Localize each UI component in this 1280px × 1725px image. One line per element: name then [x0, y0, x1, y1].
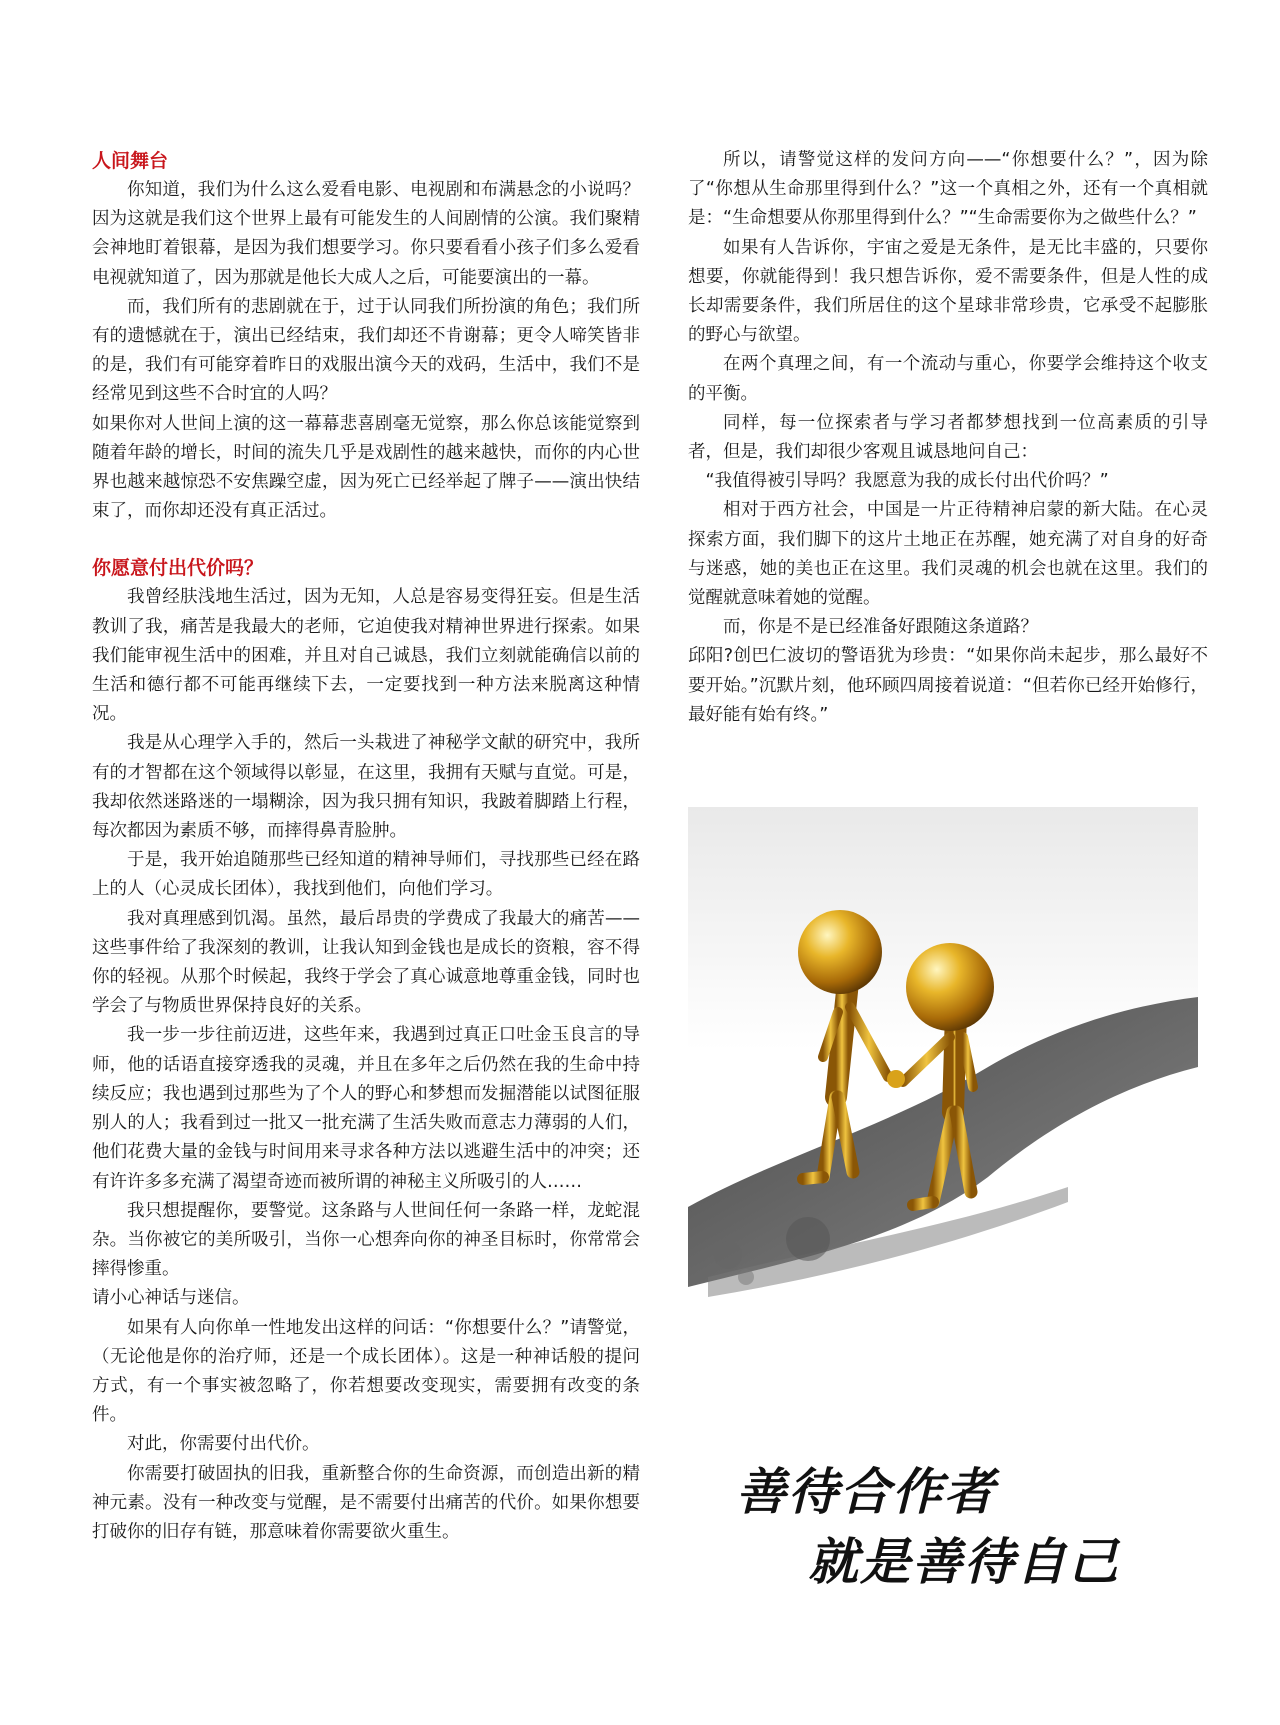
paragraph: 我曾经肤浅地生活过，因为无知，人总是容易变得狂妄。但是生活教训了我，痛苦是我最大的老师，它迫使我对精神世界进行探索。如果我们能审视生活中的困难，并且对自己诚恳，我们立刻就能确信以前的生活和德行都不可能再继续下去，一定要找到一种方法来脱离这种情况。	[92, 587, 640, 725]
ink-dot	[714, 1241, 742, 1269]
handshake-illustration	[688, 807, 1198, 1617]
paragraph: 我只想提醒你，要警觉。这条路与人世间任何一条路一样，龙蛇混杂。当你被它的美所吸引，当你一心想奔向你的神圣目标时，你常常会摔得惨重。	[92, 1200, 640, 1280]
right-column	[688, 146, 1208, 730]
ink-dot	[786, 1217, 830, 1261]
paragraph: 你知道，我们为什么这么爱看电影、电视剧和布满悬念的小说吗？因为这就是我们这个世界上最有可能发生的人间剧情的公演。我们聚精会神地盯着银幕，是因为我们想要学习。你只要看看小孩子们多么爱看电视就知道了，因为那就是他长大成人之后，可能要演出的一幕。	[92, 180, 640, 288]
paragraph: 所以，请警觉这样的发问方向——“你想要什么？”，因为除了“你想从生命那里得到什么？”这一个真相之外，还有一个真相就是：“生命想要从你那里得到什么？”“生命需要你为之做些什么？”	[688, 150, 1208, 229]
ink-dot	[738, 1269, 754, 1285]
paragraph: 而，我们所有的悲剧就在于，过于认同我们所扮演的角色；我们所有的遗憾就在于，演出已经结束，我们却还不肯谢幕；更令人啼笑皆非的是，我们有可能穿着昨日的戏服出演今天的戏码，生活中，我们不是经常见到这些不合时宜的人吗？	[92, 296, 640, 405]
paragraph: 而，你是不是已经准备好跟随这条道路？	[723, 617, 1038, 638]
paragraph: 请小心神话与迷信。	[92, 1288, 250, 1309]
handshake	[887, 1070, 905, 1088]
paragraph: 如果你对人世间上演的这一幕幕悲喜剧毫无觉察，那么你总该能觉察到随着年龄的增长，时间的流失几乎是戏剧性的越来越快，而你的内心世界也越来越惊恐不安焦躁空虚，因为死亡已经举起了牌子——演出快结束了，而你却还没有真正活过。	[92, 413, 640, 522]
slogan-line-2: 就是善待自己	[808, 1532, 1120, 1591]
left-column	[92, 146, 640, 1547]
quote-paragraph: “我值得被引导吗？我愿意为我的成长付出代价吗？”	[705, 471, 1109, 492]
paragraph: 如果有人告诉你，宇宙之爱是无条件，是无比丰盛的，只要你想要，你就能得到！我只想告诉你，爱不需要条件，但是人性的成长却需要条件，我们所居住的这个星球非常珍贵，它承受不起膨胀的野心与欲望。	[688, 237, 1208, 346]
section-title-price: 你愿意付出代价吗？	[92, 557, 264, 580]
section-title-stage: 人间舞台	[92, 150, 169, 172]
paragraph: 相对于西方社会，中国是一片正待精神启蒙的新大陆。在心灵探索方面，我们脚下的这片土地正在苏醒，她充满了对自身的好奇与迷惑，她的美也正在这里。我们灵魂的机会也就在这里。我们的觉醒就意味着她的觉醒。	[688, 500, 1208, 609]
paragraph: 我一步一步往前迈进，这些年来，我遇到过真正口吐金玉良言的导师，他的话语直接穿透我的灵魂，并且在多年之后仍然在我的生命中持续反应；我也遇到过那些为了个人的野心和梦想而发掘潜能以试图征服别人的人；我看到过一批又一批充满了生活失败而意志力薄弱的人们，他们花费大量的金钱与时间用来寻求各种方法以逃避生活中的冲突；还有许许多多充满了渴望奇迹而被所谓的神秘主义所吸引的人……	[92, 1025, 640, 1192]
paragraph: 如果有人向你单一性地发出这样的问话：“你想要什么？”请警觉，（无论他是你的治疗师，还是一个成长团体）。这是一种神话般的提问方式，有一个事实被忽略了，你若想要改变现实，需要拥有改变的条件。	[92, 1317, 640, 1426]
slogan-line-1: 善待合作者	[736, 1462, 996, 1521]
paragraph: 在两个真理之间，有一个流动与重心，你要学会维持这个收支的平衡。	[688, 354, 1208, 404]
paragraph: 我是从心理学入手的，然后一头栽进了神秘学文献的研究中，我所有的才智都在这个领域得以彰显，在这里，我拥有天赋与直觉。可是，我却依然迷路迷的一塌糊涂，因为我只拥有知识，我跛着脚踏上行程，每次都因为素质不够，而摔得鼻青脸肿。	[92, 733, 640, 842]
paragraph: 于是，我开始追随那些已经知道的精神导师们，寻找那些已经在路上的人（心灵成长团体），我找到他们，向他们学习。	[92, 850, 640, 900]
paragraph: 对此，你需要付出代价。	[127, 1434, 320, 1455]
paragraph: 同样，每一位探索者与学习者都梦想找到一位高素质的引导者，但是，我们却很少客观且诚恳地问自己：	[688, 412, 1208, 463]
paragraph: 我对真理感到饥渴。虽然，最后昂贵的学费成了我最大的痛苦——这些事件给了我深刻的教训，让我认知到金钱也是成长的资粮，容不得你的轻视。从那个时候起，我终于学会了真心诚意地尊重金钱，同时也学会了与物质世界保持良好的关系。	[92, 908, 640, 1017]
paragraph: 邱阳?创巴仁波切的警语犹为珍贵：“如果你尚未起步，那么最好不要开始。”沉默片刻，他环顾四周接着说道：“但若你已经开始修行，最好能有始有终。”	[688, 646, 1208, 725]
paragraph: 你需要打破固执的旧我，重新整合你的生命资源，而创造出新的精神元素。没有一种改变与觉醒，是不需要付出痛苦的代价。如果你想要打破你的旧存有链，那意味着你需要欲火重生。	[92, 1463, 640, 1542]
